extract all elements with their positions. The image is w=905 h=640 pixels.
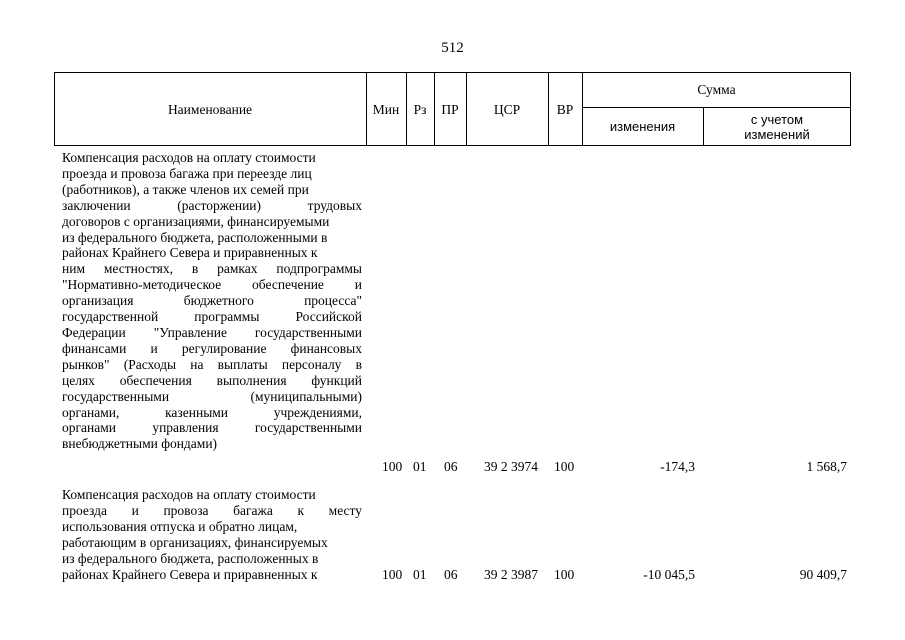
header-csr: ЦСР <box>493 101 521 117</box>
cell-total: 1 568,7 <box>806 459 847 474</box>
cell-csr: 39 2 3974 <box>484 459 538 474</box>
header-min: Мин <box>372 101 400 117</box>
text-line: органами управления государственными <box>62 420 362 436</box>
cell-change: -10 045,5 <box>643 567 695 582</box>
text-line: районах Крайнего Севера и приравненных к <box>62 245 318 261</box>
text-line: Компенсация расходов на оплату стоимости <box>62 487 316 502</box>
text-line: использования отпуска и обратно лицам, <box>62 518 298 534</box>
cell-csr: 39 2 3987 <box>484 567 538 582</box>
text-line: проезда и провоза багажа при переезде лиц <box>62 165 312 181</box>
header-change: изменения <box>609 119 676 134</box>
cell-change: -174,3 <box>660 459 695 474</box>
cell-vr: 100 <box>554 567 575 582</box>
page-number: 512 <box>441 40 464 56</box>
text-line: Компенсация расходов на оплату стоимости <box>62 150 316 165</box>
header-vr: ВР <box>556 101 574 117</box>
text-line: финансами и регулирование финансовых <box>62 340 362 356</box>
text-line: (работников), а также членов их семей при <box>62 181 309 197</box>
cell-min: 100 <box>382 459 403 474</box>
text-line: внебюджетными фондами) <box>62 436 218 452</box>
header-with-change-line1: с учетом <box>750 111 804 127</box>
header-with-change-line2: изменений <box>744 126 810 142</box>
text-line: из федерального бюджета, расположенных в <box>62 550 319 566</box>
text-line: из федерального бюджета, расположенными в <box>62 229 328 245</box>
header-rz: Рз <box>413 101 427 117</box>
text-line: договоров с организациями, финансируемыми <box>62 213 330 229</box>
cell-rz: 01 <box>413 567 427 582</box>
text-line: рынков" (Расходы на выплаты персоналу в <box>62 356 362 372</box>
text-line: Федерации "Управление государственными <box>62 324 362 340</box>
text-line: государственной программы Российской <box>62 309 362 325</box>
text-line: районах Крайнего Севера и приравненных к <box>62 566 318 582</box>
text-line: целях обеспечения выполнения функций <box>62 372 362 388</box>
header-with-change <box>703 107 851 146</box>
text-line: ним местностях, в рамках подпрограммы <box>62 261 362 277</box>
header-pr: ПР <box>441 101 459 117</box>
row-description <box>62 150 362 452</box>
text-line: "Нормативно-методическое обеспечение и <box>62 277 362 293</box>
header-sum: Сумма <box>697 82 736 97</box>
text-line: организация бюджетного процесса" <box>62 293 362 309</box>
text-line: работающим в организациях, финансируемых <box>62 534 328 550</box>
text-line: органами, казенными учреждениями, <box>62 404 362 420</box>
cell-total: 90 409,7 <box>799 567 847 582</box>
cell-vr: 100 <box>554 459 575 474</box>
cell-pr: 06 <box>444 567 458 582</box>
cell-rz: 01 <box>413 459 427 474</box>
text-line: заключении (расторжении) трудовых <box>62 197 362 213</box>
cell-pr: 06 <box>444 459 458 474</box>
text-line: государственными (муниципальными) <box>62 388 362 404</box>
cell-min: 100 <box>382 567 403 582</box>
text-line: проезда и провоза багажа к месту <box>62 502 362 518</box>
header-name: Наименование <box>167 101 253 117</box>
row-description <box>62 487 362 582</box>
